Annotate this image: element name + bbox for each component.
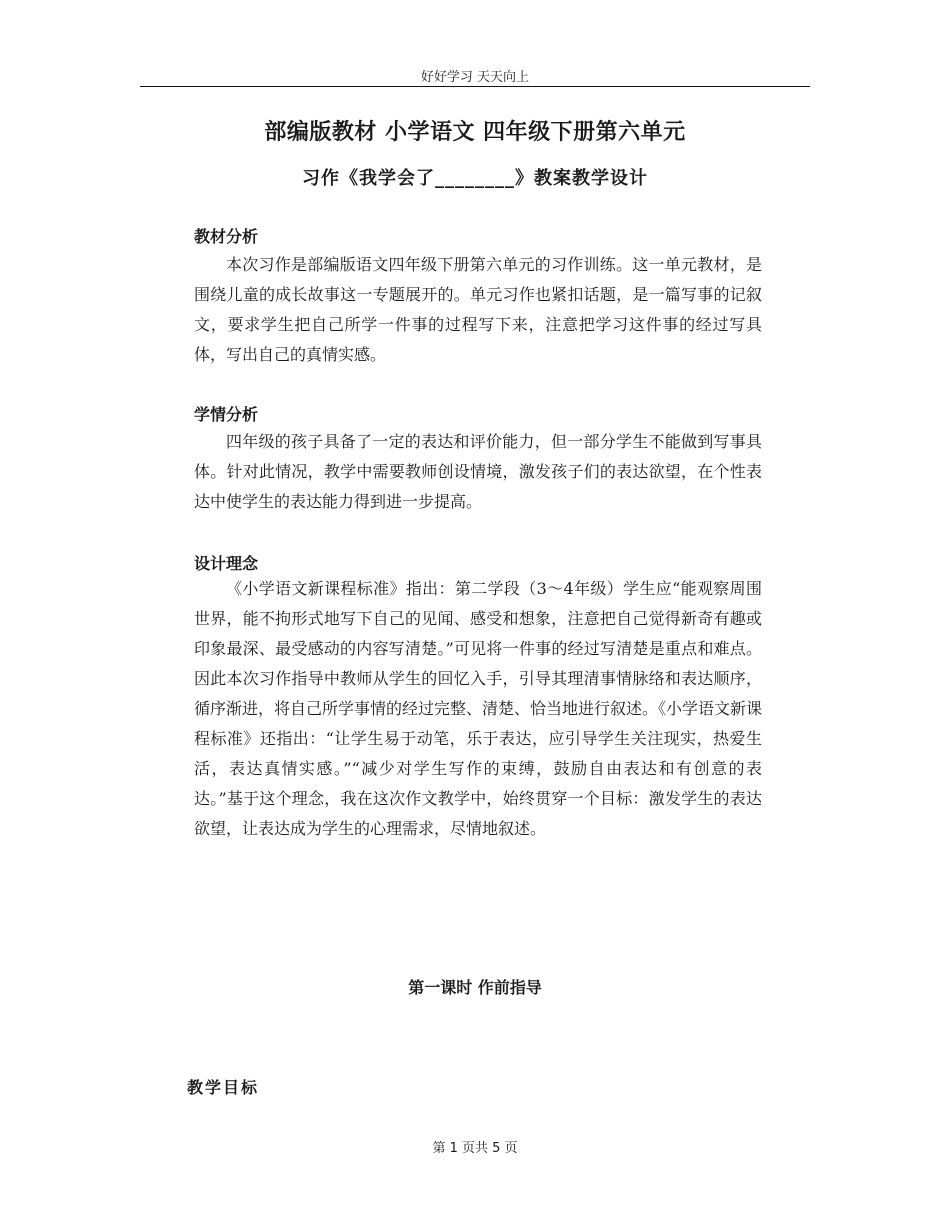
section-body-textbook-analysis: 本次习作是部编版语文四年级下册第六单元的习作训练。这一单元教材，是围绕儿童的成长故事这一专题展开的。单元习作也紧扣话题，是一篇写事的记叙文，要求学生把自己所学一件事的过程写下来，注意把学习这件事的经过写具体，写出自己的真情实感。 — [194, 255, 762, 364]
section-heading-student-analysis: 学情分析 — [194, 405, 259, 424]
page-header: 好好学习 天天向上 — [420, 70, 530, 85]
header-divider — [140, 86, 810, 87]
section-heading-textbook-analysis: 教材分析 — [194, 227, 259, 246]
page-footer: 第 1 页共 5 页 — [432, 1141, 518, 1156]
section-body-design-concept: 《小学语文新课程标准》指出：第二学段（3～4年级）学生应“能观察周围世界，能不拘形式地写下自己的见闻、感受和想象，注意把自己觉得新奇有趣或印象最深、最受感动的内容写清楚。”可见将一件事的经过写清楚是重点和难点。因此本次习作指导中教师从学生的回忆入手，引导其理清事情脉络和表达顺序，循序渐进，将自己所学事情的经过完整、清楚、恰当地进行叙述。《小学语文新课程标准》还指出：“让学生易于动笔，乐于表达，应引导学生关注现实，热爱生活，表达真情实感。”“减少对学生写作的束缚，鼓励自由表达和有创意的表达。”基于这个理念，我在这次作文教学中，始终贯穿一个目标：激发学生的表达欲望，让表达成为学生的心理需求，尽情地叙述。 — [194, 579, 763, 838]
section-heading-design-concept: 设计理念 — [194, 554, 259, 573]
lesson-title: 第一课时 作前指导 — [408, 978, 542, 997]
section-body-student-analysis: 四年级的孩子具备了一定的表达和评价能力，但一部分学生不能做到写事具体。针对此情况，教学中需要教师创设情境，激发孩子们的表达欲望，在个性表达中使学生的表达能力得到进一步提高。 — [194, 432, 762, 511]
document-subtitle: 习作《我学会了________》教案教学设计 — [302, 168, 648, 189]
document-title: 部编版教材 小学语文 四年级下册第六单元 — [264, 119, 686, 145]
teaching-goal-heading: 教学目标 — [187, 1078, 260, 1097]
